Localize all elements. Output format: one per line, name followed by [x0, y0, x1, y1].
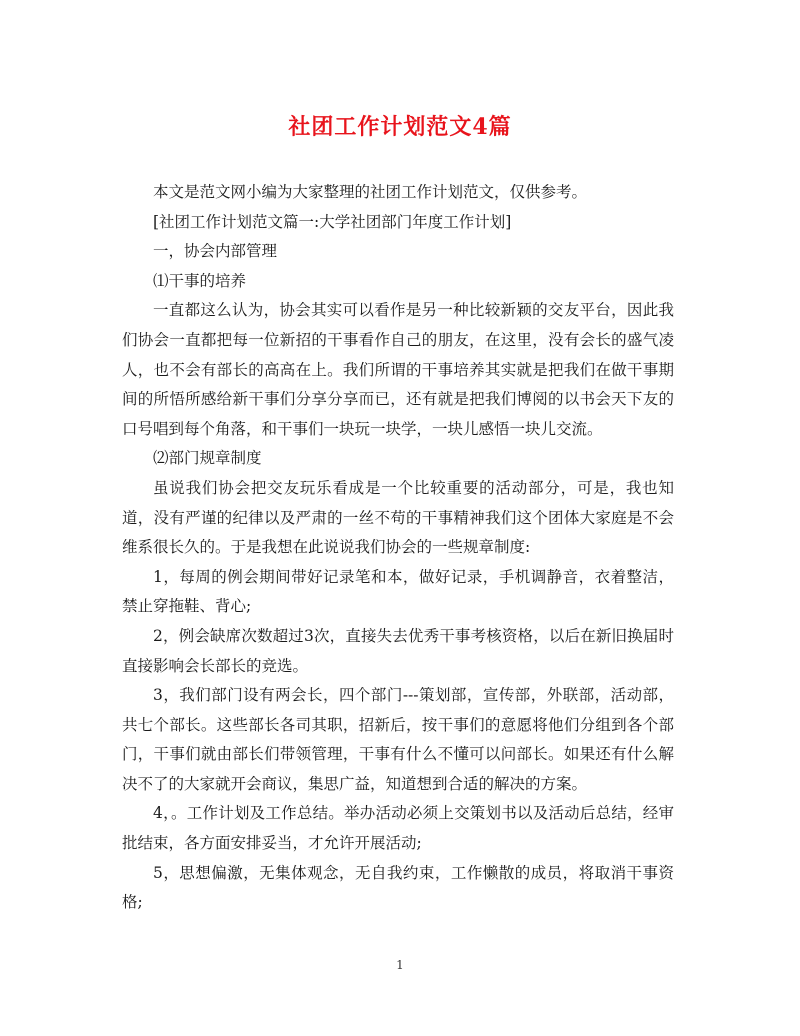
section-heading-internal-management: 一，协会内部管理: [153, 242, 278, 261]
document-title: 社团工作计划范文4篇: [288, 114, 512, 140]
paragraph-rules-intro: 虽说我们协会把交友玩乐看成是一个比较重要的活动部分，可是，我也知道，没有严谨的纪律以及严肃的一丝不苟的干事精神我们这个团体大家庭是不会维系很长久的。于是我想在此说说我们协会的一些规章制度:: [122, 478, 674, 557]
rule-item-2: 2，例会缺席次数超过3次，直接失去优秀干事考核资格，以后在新旧换届时直接影响会长部长的竞选。: [122, 626, 674, 675]
rule-item-3: 3，我们部门设有两会长，四个部门---策划部，宣传部，外联部，活动部，共七个部长。这些部长各司其职，招新后，按干事们的意愿将他们分组到各个部门，干事们就由部长们带领管理，干事有什么不懂可以问部长。如果还有什么解决不了的大家就开会商议，集思广益，知道想到合适的解决的方案。: [122, 686, 674, 793]
rule-item-5: 5，思想偏激，无集体观念，无自我约束，工作懒散的成员，将取消干事资格;: [122, 863, 674, 912]
page-number: 1: [396, 958, 404, 972]
paragraph-staff-training: 一直都这么认为，协会其实可以看作是另一种比较新颖的交友平台，因此我们协会一直都把每一位新招的干事看作自己的朋友，在这里，没有会长的盛气凌人，也不会有部长的高高在上。我们所谓的干事培养其实就是把我们在做干事期间的所悟所感给新干事们分享分享而已，还有就是把我们博阅的以书会天下友的口号唱到每个角落，和干事们一块玩一块学，一块儿感悟一块儿交流。: [122, 301, 674, 438]
subsection-heading-staff-training: ⑴干事的培养: [153, 271, 247, 290]
rule-item-4: 4，。工作计划及工作总结。举办活动必须上交策划书以及活动后总结，经审批结束，各方面安排妥当，才允许开展活动;: [122, 804, 674, 853]
rule-item-1: 1，每周的例会期间带好记录笔和本，做好记录，手机调静音，衣着整洁，禁止穿拖鞋、背心;: [122, 567, 674, 616]
intro-paragraph: 本文是范文网小编为大家整理的社团工作计划范文，仅供参考。: [153, 183, 588, 201]
subsection-heading-rules: ⑵部门规章制度: [153, 449, 262, 468]
document-body: [122, 178, 674, 918]
section-heading-article-one: [社团工作计划范文篇一:大学社团部门年度工作计划]: [153, 212, 512, 231]
